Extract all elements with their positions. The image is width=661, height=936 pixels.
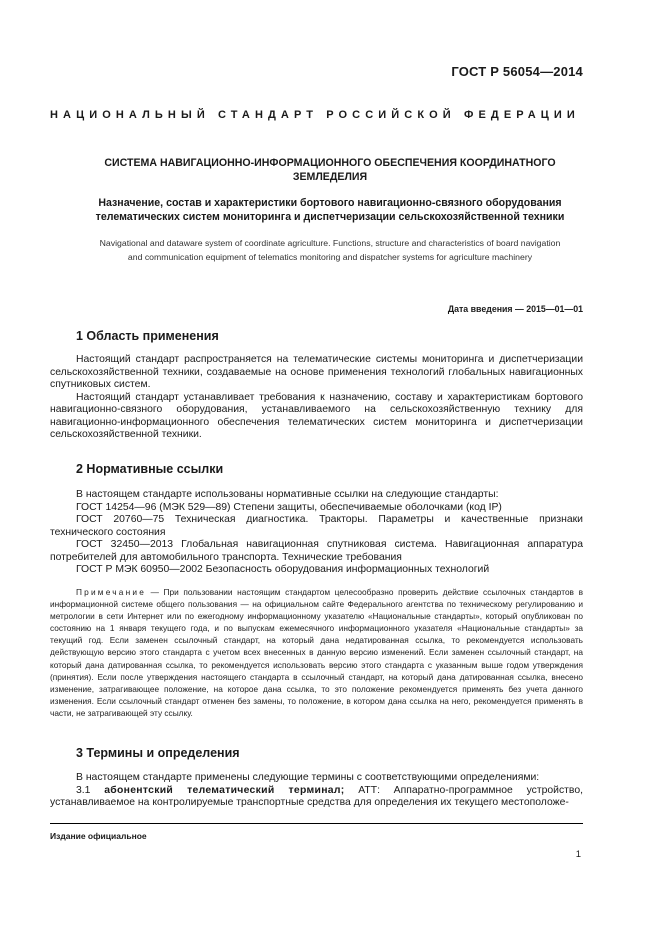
title-line: СИСТЕМА НАВИГАЦИОННО-ИНФОРМАЦИОННОГО ОБЕСПЕЧЕНИЯ КООРДИНАТНОГО <box>104 157 556 169</box>
section-heading-normative-references: 2 Нормативные ссылки <box>76 462 224 476</box>
term-definition-text: АТТ: Аппаратно-программное устройство, устанавливаемое на контролируемые транспортные средства для определения их текущего местоположе- <box>50 784 583 808</box>
document-title <box>60 157 600 184</box>
section-terms-body <box>50 772 583 810</box>
english-title-line: and communication equipment of telematics monitoring and dispatcher systems for agriculture machinery <box>127 251 533 262</box>
paragraph: Настоящий стандарт распространяется на телематические системы мониторинга и диспетчеризации сельскохозяйственной техники, создаваемые на основе применения технологий глобальных навигационных спутниковых систем. <box>50 354 583 390</box>
term-definition <box>50 785 583 810</box>
footer-divider <box>50 823 583 824</box>
section-references-body <box>50 489 583 577</box>
paragraph: В настоящем стандарте применены следующие термины с соответствующими определениями: <box>76 772 540 783</box>
edition-label: Издание официальное <box>50 831 147 841</box>
section-heading-scope: 1 Область применения <box>76 329 219 343</box>
subtitle-line: телематических систем мониторинга и диспетчеризации сельскохозяйственной техники <box>95 210 565 223</box>
page-number: 1 <box>575 849 581 860</box>
paragraph: В настоящем стандарте использованы нормативные ссылки на следующие стандарты: <box>76 489 499 500</box>
introduction-date: Дата введения — 2015—01—01 <box>447 304 583 314</box>
document-subtitle <box>55 197 605 224</box>
title-line: ЗЕМЛЕДЕЛИЯ <box>292 170 368 183</box>
references-note <box>50 586 583 719</box>
reference-item: ГОСТ Р МЭК 60950—2002 Безопасность оборудования информационных технологий <box>76 564 490 575</box>
term-name: абонентский телематический терминал; <box>104 784 345 796</box>
note-text: — При пользовании настоящим стандартом целесообразно проверить действие ссылочных стандартов в информационной системе общего пользования — на официальном сайте Федерального агентства по техническому регулированию и метрологии в сети Интернет или по ежегодному информационному указателю «Национальные стандарты», который опубликован по состоянию на 1 января текущего года, и по выпускам ежемесячного информационного указателя «Национальные стандарты» за текущий год. Если заменен ссылочный стандарт, на который дана недатированная ссылка, то рекомендуется использовать действующую версию этого стандарта с учетом всех внесенных в данную версию изменений. Если заменен ссылочный стандарт, на который дана датированная ссылка, то рекомендуется использовать версию этого стандарта с указанным выше годом утверждения (принятия). Если после утверждения настоящего стандарта в ссылочный стандарт, на который дана датированная ссылка, внесено изменение, затрагивающее положение, на которое дана ссылка, то это положение рекомендуется применять без учета данного изменения. Если ссылочный стандарт отменен без замены, то положение, в котором дана ссылка на него, рекомендуется применять в части, не затрагивающей эту ссылку. <box>50 587 583 718</box>
standard-number: ГОСТ Р 56054—2014 <box>451 64 583 79</box>
reference-item: ГОСТ 20760—75 Техническая диагностика. Тракторы. Параметры и качественные признаки технического состояния <box>50 514 583 538</box>
section-heading-terms: 3 Термины и определения <box>76 746 240 760</box>
note-label: Примечание <box>76 587 147 597</box>
english-title-line: Navigational and dataware system of coordinate agriculture. Functions, structure and characteristics of board navigation <box>99 238 561 248</box>
paragraph: Настоящий стандарт устанавливает требования к назначению, составу и характеристикам бортового навигационно-связного оборудования, устанавливаемого на сельскохозяйственную технику для навигационно-информационного обеспечения телематических систем мониторинга и диспетчеризации сельскохозяйственной техники. <box>50 391 583 440</box>
english-title <box>40 237 620 264</box>
section-scope-body <box>50 354 583 442</box>
term-number: 3.1 <box>76 784 105 796</box>
reference-item: ГОСТ 14254—96 (МЭК 529—89) Степени защиты, обеспечиваемые оболочками (код IP) <box>76 501 502 513</box>
subtitle-line: Назначение, состав и характеристики бортового навигационно-связного оборудования <box>98 197 562 209</box>
national-standard-banner: НАЦИОНАЛЬНЫЙ СТАНДАРТ РОССИЙСКОЙ ФЕДЕРАЦИИ <box>50 109 580 121</box>
reference-item: ГОСТ 32450—2013 Глобальная навигационная спутниковая система. Навигационная аппаратура потребителей для автомобильного транспорта. Технические требования <box>50 539 583 563</box>
